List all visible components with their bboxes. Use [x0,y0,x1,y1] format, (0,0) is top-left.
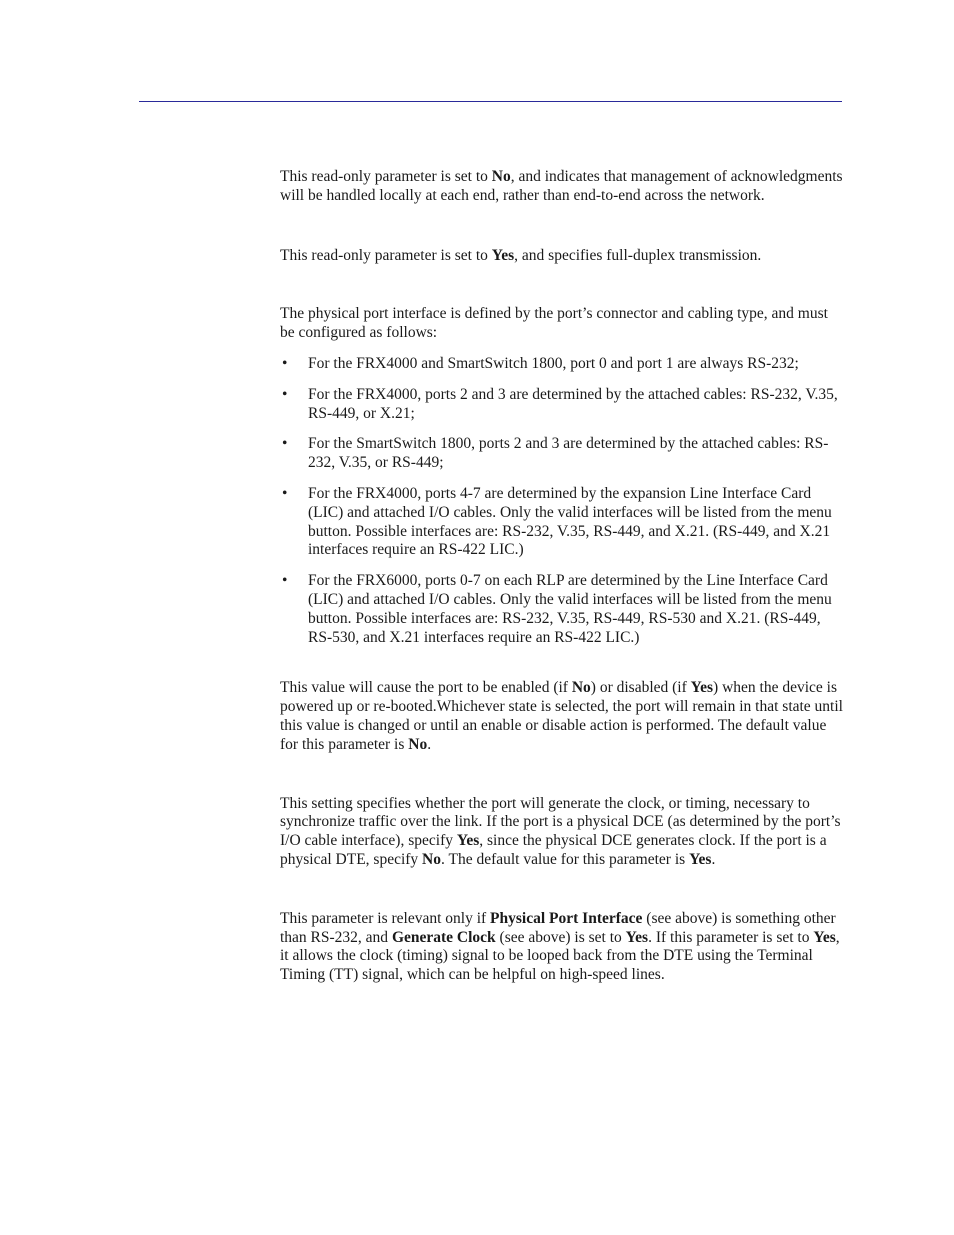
physical-port-intro: The physical port interface is defined by the port’s connector and cabling type, and must be configured as follows: [280,305,828,342]
physical-port-list [280,355,845,647]
bullet-icon: • [282,385,288,403]
rcv-clock-paragraph: This parameter is relevant only if Physical Port Interface (see above) is something other than RS-232, and Generate Clock (see above) is set to Yes. If this parameter is set to Yes, it allows the clock (timing) signal to be looped back from the DTE using the Terminal Timing (TT) signal, which can be helpful on high-speed lines. [280,909,840,984]
list-item: • For the FRX6000, ports 0-7 on each RLP are determined by the Line Interface Card (LIC) and attached I/O cables. Only the valid interfaces will be listed from the menu button. Possible interfaces are: RS-232, V.35, RS-449, RS-530 and X.21. (RS-449, RS-530, and X.21 interfaces require an RS-422 LIC.) [282,572,832,646]
bullet-icon: • [282,435,288,453]
list-item: • For the FRX4000, ports 2 and 3 are determined by the attached cables: RS-232, V.35, RS-449, or X.21; [282,385,838,422]
list-item: • For the FRX4000 and SmartSwitch 1800, port 0 and port 1 are always RS-232; [282,354,799,372]
generate-clock-paragraph: This setting specifies whether the port will generate the clock, or timing, necessary to synchronize traffic over the link. If the port is a physical DCE (as determined by the port’s I/O cable interface), specify Yes, since the physical DCE generates clock. If the port is a physical DTE, specify No. The default value for this parameter is Yes. [280,794,841,868]
ack-mgmt-paragraph: This read-only parameter is set to No, and indicates that management of acknowledgments will be handled locally at each end, rather than end-to-end across the network. [280,168,843,204]
header-rule [139,101,842,102]
page-content [280,168,845,985]
bullet-icon: • [282,484,288,502]
bullet-icon: • [282,354,288,372]
list-item: • For the SmartSwitch 1800, ports 2 and 3 are determined by the attached cables: RS-232, V.35, or RS-449; [282,435,829,472]
bullet-icon: • [282,572,288,590]
list-item: • For the FRX4000, ports 4-7 are determined by the expansion Line Interface Card (LIC) and attached I/O cables. Only the valid interfaces will be listed from the menu button. Possible interfaces are: RS-232, V.35, RS-449, and X.21. (RS-449, and X.21 interfaces require an RS-422 LIC.) [282,484,832,559]
disabled-paragraph: This value will cause the port to be enabled (if No) or disabled (if Yes) when the device is powered up or re-booted.Whichever state is selected, the port will remain in that state until this value is changed or until an enable or disable action is performed. The default value for this parameter is No. [280,679,843,753]
duplex-paragraph: This read-only parameter is set to Yes, and specifies full-duplex transmission. [280,246,762,264]
